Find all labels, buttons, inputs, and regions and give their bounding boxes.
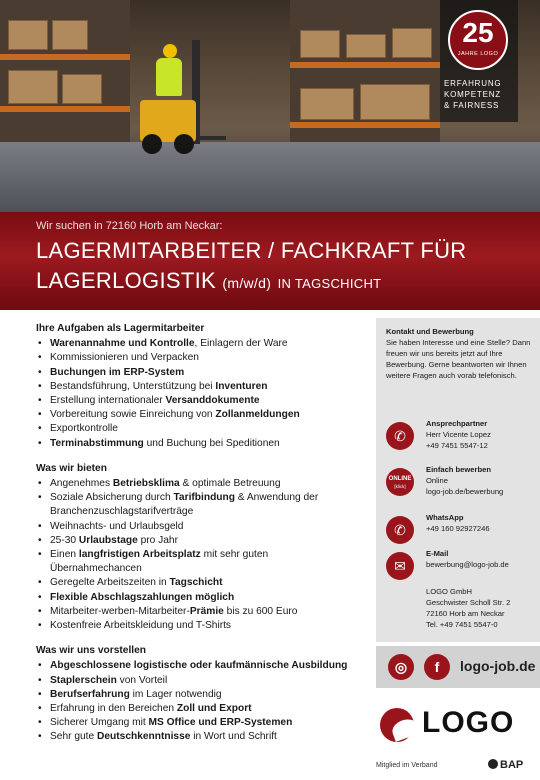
company-city: 72160 Horb am Neckar [426, 609, 505, 618]
shift-note: IN TAGSCHICHT [277, 276, 382, 291]
list-item-highlight: Flexible Abschlagszahlungen möglich [50, 591, 235, 603]
anniversary-badge [440, 0, 518, 122]
list-item [36, 688, 358, 702]
badge-subtitle: JAHRE LOGO [457, 51, 499, 57]
section-list [36, 477, 358, 633]
contact-email[interactable] [386, 548, 536, 588]
list-item [36, 491, 358, 519]
list-item [36, 548, 358, 576]
warehouse-floor [0, 142, 540, 212]
list-item [36, 674, 358, 688]
list-item [36, 576, 358, 590]
gender-note: (m/w/d) [222, 275, 272, 291]
logo-swoosh-cutout [390, 716, 421, 742]
list-item-text: Erfahrung in den Bereichen [50, 703, 177, 715]
contact-title: E-Mail [426, 549, 449, 558]
company-street: Geschwister Scholl Str. 2 [426, 598, 511, 607]
list-item-highlight: Tarifbindung [173, 492, 235, 504]
shelf-beam [290, 122, 440, 128]
location-intro: Wir suchen in 72160 Horb am Neckar: [36, 220, 223, 232]
list-item-text: Mitarbeiter-werben-Mitarbeiter- [50, 605, 190, 617]
phone-icon: ✆ [386, 422, 414, 450]
application-link[interactable]: logo-job.de/bewerbung [426, 487, 504, 496]
worker-vest [156, 58, 182, 96]
logo-wordmark: LOGO [422, 706, 515, 739]
list-item [36, 534, 358, 548]
list-item [36, 437, 358, 451]
list-item [36, 337, 358, 351]
contact-email-text [426, 548, 509, 570]
contact-whatsapp[interactable] [386, 512, 536, 552]
company-phone[interactable]: Tel. +49 7451 5547-0 [426, 620, 498, 629]
list-item [36, 366, 358, 380]
list-item-text: Kostenfreie Arbeitskleidung und T-Shirts [50, 620, 232, 632]
online-icon-label: ONLINE [388, 476, 412, 482]
list-item-highlight: MS Office und ERP-Systemen [148, 717, 293, 729]
list-item-highlight: Urlaubstage [78, 534, 138, 546]
badge-claim: & FAIRNESS [444, 101, 500, 110]
list-item [36, 422, 358, 436]
list-item-text: von Vorteil [116, 674, 168, 686]
list-item-text: Kommissionieren und Verpacken [50, 352, 199, 364]
job-title-main: LAGERLOGISTIK [36, 268, 216, 293]
list-item-text: Soziale Absicherung durch [50, 492, 174, 504]
list-item [36, 605, 358, 619]
section-title: Ihre Aufgaben als Lagermitarbeiter [36, 323, 205, 334]
list-item-text: & Anwendung der Branchenzuschlagstarifverträge [50, 492, 319, 518]
list-item-text: Sehr gute [50, 731, 98, 743]
list-item [36, 591, 358, 605]
list-item-text: in Wort und Schrift [190, 731, 277, 743]
list-item [36, 619, 358, 633]
logo-swoosh-icon [380, 708, 414, 742]
title-band [0, 212, 540, 310]
section-title: Was wir bieten [36, 462, 107, 474]
email-link[interactable]: bewerbung@logo-job.de [426, 560, 509, 569]
list-item-text: mit sehr guten Übernahmechancen [50, 549, 269, 575]
company-address [386, 586, 536, 638]
forklift-wheel [142, 134, 162, 154]
list-item-text: pro Jahr [137, 534, 178, 546]
contact-sidebar [376, 318, 540, 642]
company-logo [376, 702, 540, 752]
section-title: Was wir uns vorstellen [36, 645, 147, 657]
membership-note: Mitglied im Verband [376, 762, 438, 769]
list-item [36, 716, 358, 730]
contact-line: Online [426, 476, 448, 485]
list-item-text: , Einlagern der Ware [194, 338, 288, 350]
list-item [36, 520, 358, 534]
contact-phone[interactable] [386, 418, 536, 458]
list-item-text: Bestandsführung, Unterstützung bei [50, 380, 216, 392]
list-item-highlight: Abgeschlossene logistische oder kaufmännische Ausbildung [50, 660, 348, 672]
contact-intro [386, 326, 532, 381]
shelf-beam [0, 54, 130, 60]
list-item-text: & optimale Betreuung [179, 478, 281, 490]
bap-logo [488, 759, 523, 771]
list-item-text: und Buchung bei Speditionen [143, 437, 280, 449]
list-item-highlight: langfristigen Arbeitsplatz [78, 549, 201, 561]
whatsapp-icon: ✆ [386, 516, 414, 544]
list-item [36, 659, 358, 673]
list-item-highlight: Terminabstimmung [50, 437, 144, 449]
shelf-beam [290, 62, 440, 68]
list-item-text: 25-30 [50, 534, 79, 546]
anniversary-seal [448, 10, 508, 70]
warehouse-box [52, 20, 88, 50]
list-item-text: im Lager notwendig [129, 688, 222, 700]
list-item [36, 351, 358, 365]
contact-online[interactable] [386, 464, 536, 504]
shelf-beam [0, 106, 130, 112]
forklift-fork [196, 136, 226, 140]
list-item-text: Vorbereitung sowie Einreichung von [50, 409, 216, 421]
bap-icon [488, 759, 498, 769]
contact-intro-text: Sie haben Interesse und eine Stelle? Dann freuen wir uns bereits jetzt auf Ihre Bewerbung. Gerne beantworten wir Ihnen weitere Fragen auch vorab telefonisch. [386, 338, 531, 380]
list-item-highlight: Deutschkenntnisse [97, 731, 191, 743]
list-item-highlight: Betriebsklima [112, 478, 180, 490]
job-title-line2 [36, 268, 381, 294]
list-item-highlight: Warenannahme und Kontrolle [50, 338, 195, 350]
mail-icon: ✉ [386, 552, 414, 580]
list-item-text: Erstellung internationaler [50, 395, 166, 407]
warehouse-box [300, 30, 340, 58]
list-item [36, 408, 358, 422]
badge-claims [444, 78, 520, 111]
warehouse-box [392, 28, 432, 58]
company-address-text [426, 586, 510, 630]
online-icon-sub: [klick] [394, 484, 406, 489]
list-item-highlight: Staplerschein [50, 674, 117, 686]
contact-title: WhatsApp [426, 513, 464, 522]
contact-line[interactable]: +49 160 92927246 [426, 524, 490, 533]
list-item-text: Angenehmes [50, 478, 113, 490]
contact-intro-title: Kontakt und Bewerbung [386, 327, 474, 336]
forklift-wheel [174, 134, 194, 154]
list-item-text: Sicherer Umgang mit [50, 717, 149, 729]
warehouse-box [360, 84, 430, 120]
list-item-highlight: Zollanmeldungen [215, 409, 300, 421]
contact-online-text [426, 464, 503, 497]
list-item-highlight: Tagschicht [169, 577, 223, 589]
contact-line: Herr Vicente Lopez [426, 430, 491, 439]
list-item-highlight: Zoll und Export [176, 703, 252, 715]
bap-text: BAP [500, 759, 524, 771]
list-item [36, 702, 358, 716]
list-item-text: bis zu 600 Euro [223, 605, 298, 617]
contact-phone-text [426, 418, 491, 451]
list-item-highlight: Buchungen im ERP-System [50, 366, 185, 378]
badge-claim: KOMPETENZ [444, 90, 501, 99]
company-name: LOGO GmbH [426, 587, 472, 596]
contact-title: Einfach bewerben [426, 465, 491, 474]
list-item-text: Einen [50, 549, 79, 561]
facebook-icon[interactable]: f [424, 654, 450, 680]
list-item-highlight: Versanddokumente [165, 395, 260, 407]
list-item [36, 380, 358, 394]
website-link[interactable]: logo-job.de [460, 658, 536, 674]
section-list [36, 337, 358, 451]
social-bar [376, 646, 540, 688]
job-title-line1: LAGERMITARBEITER / FACHKRAFT FÜR [36, 238, 467, 263]
list-item-text: Weihnachts- und Urlaubsgeld [50, 520, 184, 532]
contact-whatsapp-text [426, 512, 490, 534]
contact-line[interactable]: +49 7451 5547-12 [426, 441, 488, 450]
warehouse-box [8, 70, 58, 104]
instagram-icon[interactable]: ◎ [388, 654, 414, 680]
warehouse-box [300, 88, 354, 120]
list-item-highlight: Prämie [189, 605, 224, 617]
warehouse-box [8, 20, 48, 50]
worker-helmet [163, 44, 177, 58]
list-item-highlight: Berufserfahrung [50, 688, 130, 700]
online-icon [386, 468, 414, 496]
list-item [36, 394, 358, 408]
list-item-highlight: Inventuren [215, 380, 268, 392]
list-item [36, 477, 358, 491]
list-item [36, 730, 358, 744]
warehouse-box [62, 74, 102, 104]
warehouse-box [346, 34, 386, 58]
job-description [36, 322, 358, 756]
list-item-text: Geregelte Arbeitszeiten in [50, 577, 170, 589]
contact-title: Ansprechpartner [426, 419, 488, 428]
section-list [36, 659, 358, 744]
badge-claim: ERFAHRUNG [444, 79, 502, 88]
list-item-text: Exportkontrolle [50, 423, 118, 435]
badge-number: 25 [462, 17, 494, 48]
